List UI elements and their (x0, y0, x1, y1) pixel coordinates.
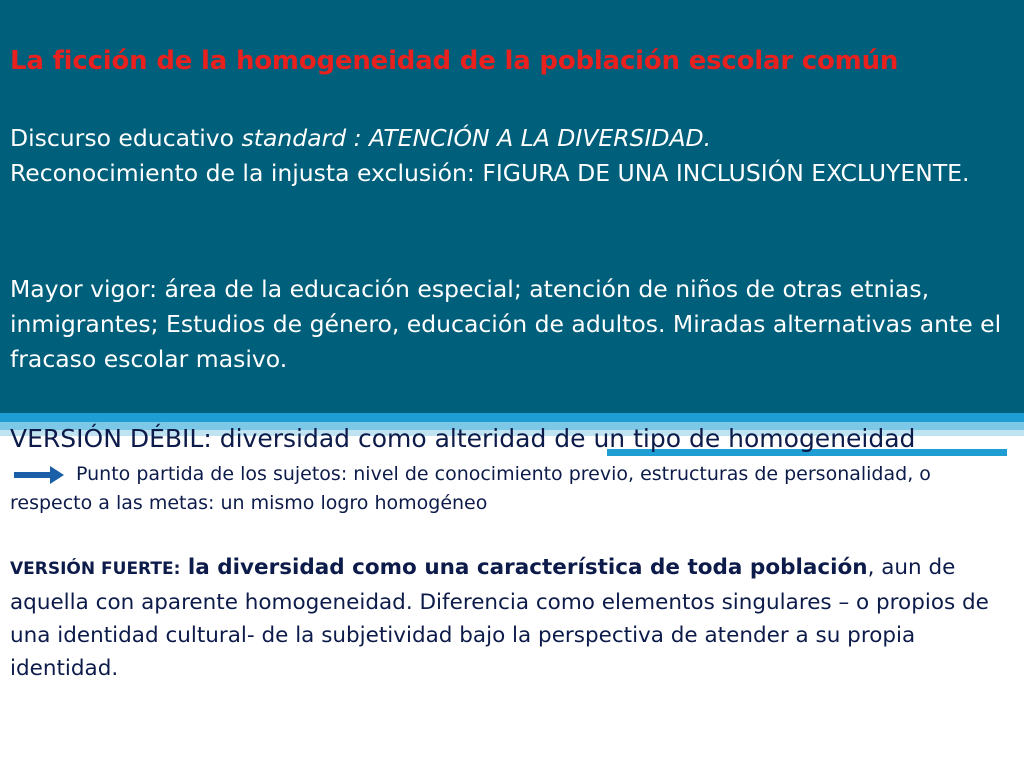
vigor-paragraph: Mayor vigor: área de la educación especial; atención de niños de otras etnias, inmigrantes; Estudios de género, educación de adultos. Miradas alternativas ante el fracaso escolar masivo. (10, 275, 1002, 373)
strong-version-label: VERSIÓN FUERTE: (10, 559, 181, 579)
intro-italic: standard : ATENCIÓN A LA DIVERSIDAD. (241, 124, 712, 152)
intro-prefix: Discurso educativo (10, 124, 242, 152)
weak-version-heading: VERSIÓN DÉBIL: diversidad como alteridad de un tipo de homogeneidad (10, 424, 916, 453)
strong-version-rest: , aun de aquella con aparente homogeneidad. Diferencia como elementos singulares – o propios de una identidad cultural- de la subjetividad bajo la perspectiva de atender a su propia identidad. (10, 555, 989, 681)
strong-version-lead: la diversidad como una característica de toda población (180, 555, 868, 580)
slide-title: La ficción de la homogeneidad de la población escolar común (10, 46, 899, 76)
strong-version-paragraph (10, 551, 1014, 685)
intro-line-2: Reconocimiento de la injusta exclusión: FIGURA DE UNA INCLUSIÓN EXCLUYENTE. (10, 159, 970, 187)
arrow-right-icon (14, 469, 64, 481)
accent-stripe (0, 413, 1024, 422)
weak-version-text: Punto partida de los sujetos: nivel de conocimiento previo, estructuras de personalidad, o respecto a las metas: un mismo logro homogéneo (10, 463, 931, 514)
intro-paragraph (10, 121, 1014, 191)
weak-version-body (10, 460, 1014, 518)
